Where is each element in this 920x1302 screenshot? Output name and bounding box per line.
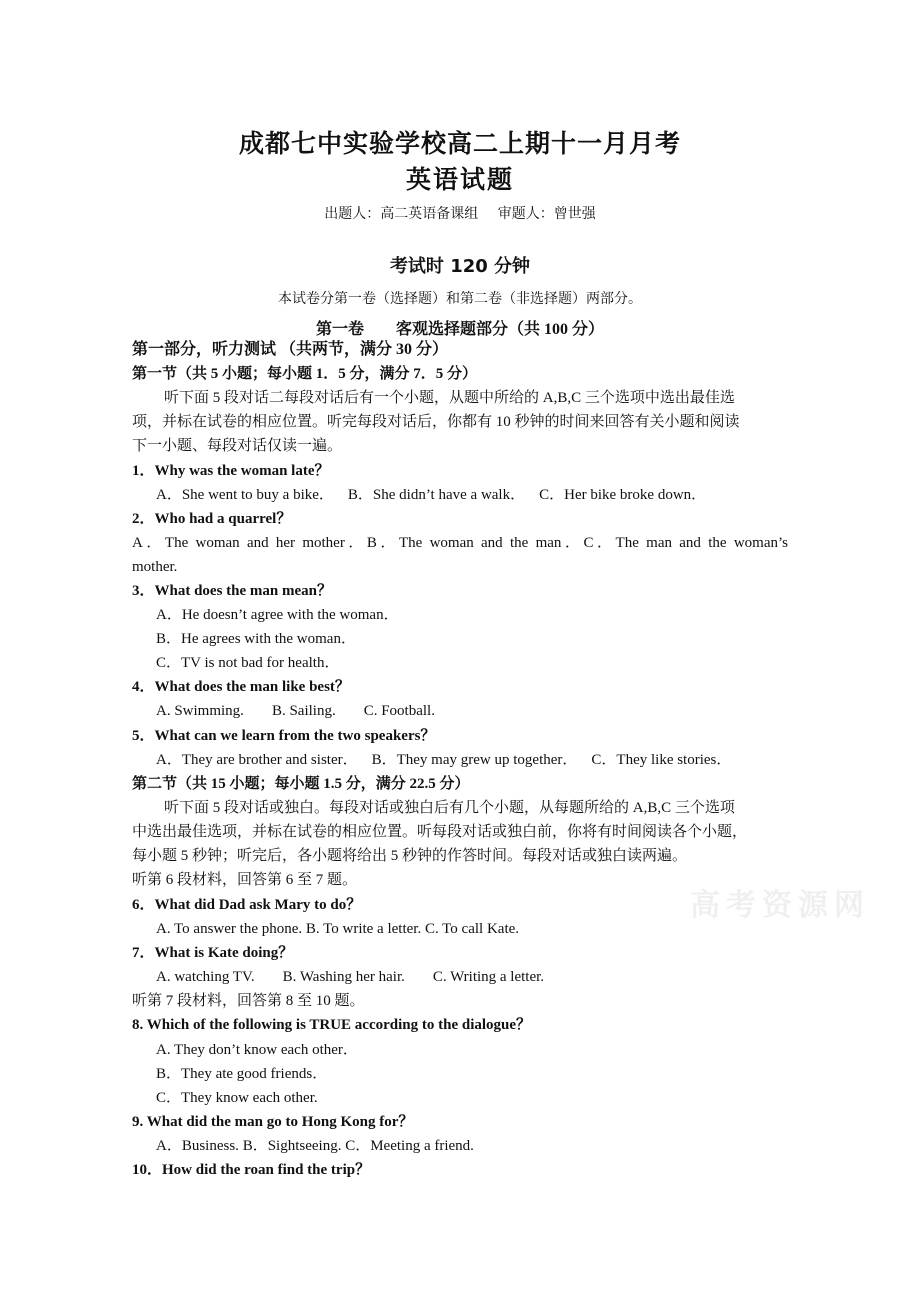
section1-instruction: 下一小题、每段对话仅读一遍。 — [132, 438, 343, 454]
school-title: 成都七中实验学校高二上期十一月月考 — [238, 129, 681, 158]
option: B. To write a letter. — [305, 921, 422, 937]
question-options — [156, 967, 544, 987]
option: C．Her bike broke down． — [539, 487, 707, 503]
section2-instruction: 听下面 5 段对话或独白。每段对话或独白后有几个小题，从每题所给的 A,B,C 三个选项 — [164, 800, 735, 816]
question-options — [156, 1136, 474, 1156]
option: C. To call Kate. — [424, 921, 520, 937]
question-stem: 6．What did Dad ask Mary to do？ — [132, 897, 362, 913]
question-stem: 7．What is Kate doing？ — [132, 945, 294, 961]
section2-title: 第二节（共 15 小题；每小题 1.5 分，满分 22.5 分） — [132, 776, 470, 792]
option: A. watching TV. — [156, 969, 255, 985]
section1-instruction: 听下面 5 段对话二每段对话后有一个小题，从题中所给的 A,B,C 三个选项中选出最佳选 — [164, 390, 735, 406]
option: B．He agrees with the woman． — [156, 631, 356, 647]
material-note: 听第 7 段材料，回答第 8 至 10 题。 — [132, 993, 365, 1009]
section2-instruction: 中选出最佳选项，并标在试卷的相应位置。听每段对话或独白前，你将有时间阅读各个小题， — [132, 824, 748, 840]
question-options: A．The woman and her mother．B．The woman and the man．C．The man and the woman’s — [132, 535, 788, 551]
reviewer: 审题人：曾世强 — [497, 207, 596, 222]
question-options-cont: mother. — [132, 559, 178, 575]
question-stem: 3．What does the man mean？ — [132, 583, 333, 599]
option: B．They may grew up together． — [371, 752, 578, 768]
option: B．She didn’t have a walk． — [347, 487, 526, 503]
option: C．They know each other. — [156, 1090, 318, 1106]
exam-duration: 考试时 120 分钟 — [389, 256, 531, 277]
option: A．She went to buy a bike． — [156, 487, 334, 503]
option: C. Writing a letter. — [432, 969, 545, 985]
option: C. Football. — [363, 703, 435, 719]
option: C．Meeting a friend. — [345, 1138, 474, 1154]
question-options — [156, 485, 706, 505]
part1-title: 第一部分，听力测试 （共两节，满分 30 分） — [132, 341, 449, 358]
question-stem: 5．What can we learn from the two speakers？ — [132, 728, 436, 744]
material-note: 听第 6 段材料，回答第 6 至 7 题。 — [132, 872, 358, 888]
question-stem: 8. Which of the following is TRUE according to the dialogue？ — [132, 1017, 532, 1033]
option: A. Swimming. — [156, 703, 244, 719]
exam-intro: 本试卷分第一卷（选择题）和第二卷（非选择题）两部分。 — [278, 292, 642, 307]
watermark: 高考资源网 — [690, 888, 870, 923]
question-stem: 9. What did the man go to Hong Kong for？ — [132, 1114, 414, 1130]
option: A. They don’t know each other． — [156, 1042, 358, 1058]
option: B. Washing her hair. — [282, 969, 405, 985]
option: A. To answer the phone. — [156, 921, 303, 937]
option: B. Sailing. — [271, 703, 336, 719]
option: C．TV is not bad for health． — [156, 655, 340, 671]
authors-line — [0, 203, 920, 223]
subject-title: 英语试题 — [405, 165, 514, 194]
volume-label: 第一卷 — [315, 321, 364, 338]
question-options — [156, 919, 519, 939]
option: B．Sightseeing. — [242, 1138, 342, 1154]
question-stem: 10．How did the roan find the trip？ — [132, 1162, 371, 1178]
volume-heading — [0, 316, 920, 339]
question-stem: 4．What does the man like best？ — [132, 679, 350, 695]
volume-desc: 客观选择题部分（共 100 分） — [396, 321, 605, 338]
section1-instruction: 项，并标在试卷的相应位置。听完每段对话后，你都有 10 秒钟的时间来回答有关小题和阅读 — [132, 414, 740, 430]
question-stem: 2．Who had a quarrel？ — [132, 511, 292, 527]
question-options — [156, 701, 435, 721]
option: B．They ate good friends． — [156, 1066, 328, 1082]
question-stem: 1．Why was the woman late？ — [132, 463, 330, 479]
option: C．They like stories． — [591, 752, 732, 768]
section2-instruction: 每小题 5 秒钟；听完后，各小题将给出 5 秒钟的作答时间。每段对话或独白读两遍。 — [132, 848, 688, 864]
question-options — [156, 750, 731, 770]
option: A．Business. — [156, 1138, 239, 1154]
section1-title: 第一节（共 5 小题；每小题 1．5 分，满分 7．5 分） — [132, 366, 478, 382]
setter: 出题人：高二英语备课组 — [324, 207, 479, 222]
option: A．They are brother and sister． — [156, 752, 358, 768]
option: A．He doesn’t agree with the woman． — [156, 607, 399, 623]
